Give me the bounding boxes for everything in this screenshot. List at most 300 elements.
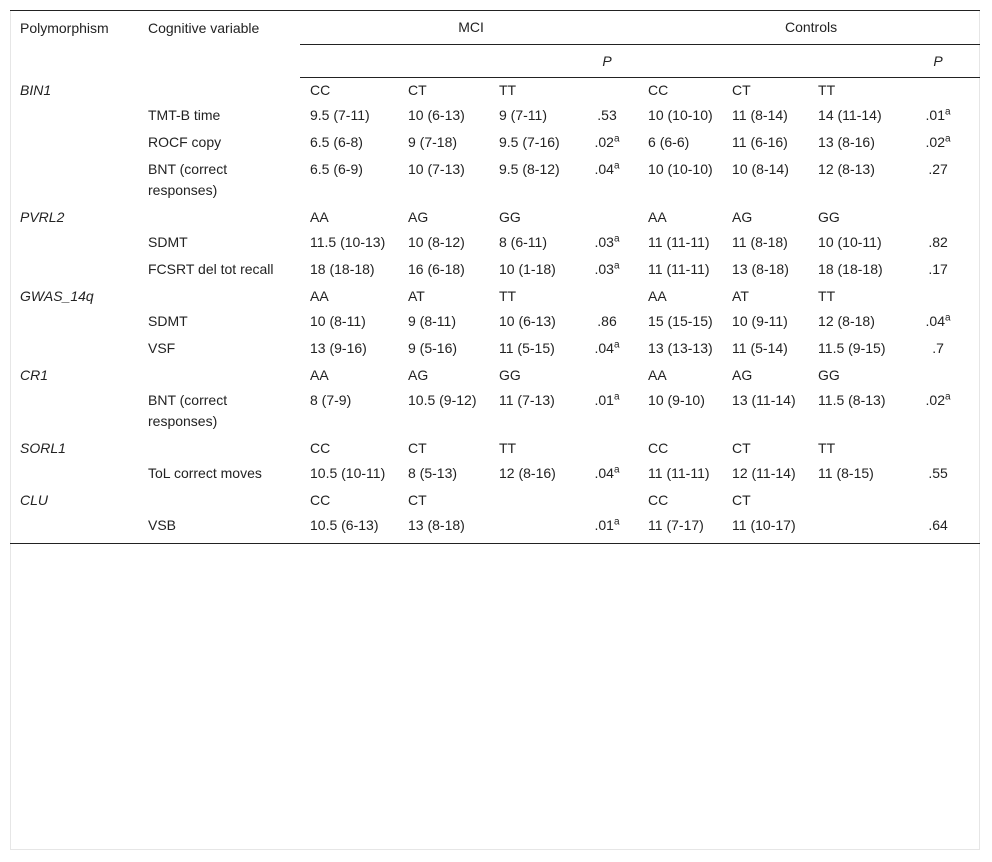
controls-value [808,388,892,436]
cognitive-variable [138,461,300,488]
table-body [10,78,980,544]
mci-value [489,103,572,130]
genotype-mci-text: TT [499,440,517,456]
empty-cell [572,284,638,309]
controls-value-text: 6 (6-6) [648,134,690,150]
controls-value [638,103,722,130]
p-value-controls [892,388,980,436]
mci-value-text: 6.5 (6-8) [310,134,363,150]
table-row [10,230,980,257]
mci-value [489,230,572,257]
genotype-mci [398,284,489,309]
p-value-mci [572,336,638,363]
p-value-controls [892,309,980,336]
mci-value [398,513,489,544]
controls-value-text: 15 (15-15) [648,313,713,329]
controls-value-text: 12 (8-13) [818,161,875,177]
controls-value-text: 11 (5-14) [732,340,788,356]
controls-value-text: 13 (11-14) [732,392,796,408]
header-cognitive-variable: Cognitive variable [138,11,300,78]
controls-value-text: 10 (10-10) [648,161,713,177]
p-value-mci [572,157,638,205]
table-row-gene [10,205,980,230]
genotype-controls [638,488,722,513]
cognitive-variable-text: BNT (correct responses) [148,392,228,429]
genotype-controls [808,436,892,461]
p-value-mci-text: .01 [594,392,614,408]
genotype-controls [808,363,892,388]
genotype-controls [808,284,892,309]
genotype-controls-text: AG [732,209,753,225]
empty-cell [10,157,138,205]
controls-value-text: 11 (11-11) [648,465,710,481]
p-value-mci-text: .03 [594,261,614,277]
table-row [10,130,980,157]
empty-cell [572,363,638,388]
p-value-mci-text: .53 [597,107,617,123]
p-value-mci-text: .02 [594,134,614,150]
controls-value [808,230,892,257]
genotype-mci [300,488,398,513]
controls-value [638,336,722,363]
controls-value [638,388,722,436]
mci-value [489,461,572,488]
controls-value-text: 11 (6-16) [732,134,788,150]
genotype-controls [638,436,722,461]
mci-value-text: 10.5 (6-13) [310,517,379,533]
genotype-mci [398,363,489,388]
mci-value-text: 10.5 (10-11) [310,465,386,481]
genotype-mci [489,284,572,309]
p-value-mci [572,461,638,488]
genotype-controls [722,284,808,309]
cognitive-variable [138,336,300,363]
table-row [10,336,980,363]
table-row [10,388,980,436]
empty-cell [138,488,300,513]
empty-cell [572,488,638,513]
genotype-controls [722,78,808,104]
controls-value-text: 18 (18-18) [818,261,883,277]
results-table [10,10,980,544]
mci-value-text: 9.5 (7-11) [310,107,370,123]
mci-value [398,257,489,284]
genotype-controls [638,284,722,309]
mci-value [398,388,489,436]
controls-value-text: 13 (8-16) [818,134,875,150]
mci-value [398,336,489,363]
empty-cell [892,436,980,461]
genotype-controls [638,205,722,230]
mci-value [300,388,398,436]
p-value-controls-text: .17 [928,261,948,277]
genotype-controls [638,78,722,104]
mci-value [489,513,572,544]
p-value-controls-footnote: a [945,106,951,118]
mci-value-text: 10 (8-12) [408,234,465,250]
cognitive-variable-text: BNT (correct responses) [148,161,228,198]
p-value-controls [892,336,980,363]
genotype-controls [722,488,808,513]
controls-value [808,130,892,157]
empty-cell [10,130,138,157]
controls-value-text: 13 (13-13) [648,340,713,356]
mci-value-text: 9.5 (8-12) [499,161,560,177]
table-row-gene [10,488,980,513]
controls-value [722,157,808,205]
mci-value [398,309,489,336]
genotype-controls [638,363,722,388]
gene-name-text: SORL1 [20,440,66,456]
cognitive-variable [138,513,300,544]
gene-name [10,205,138,230]
genotype-controls-text: AT [732,288,749,304]
genotype-controls [808,488,892,513]
cognitive-variable-text: ROCF copy [148,134,222,150]
mci-value [398,230,489,257]
mci-value [398,461,489,488]
controls-value [722,257,808,284]
genotype-controls-text: AG [732,367,753,383]
empty-cell [10,388,138,436]
cognitive-variable-text: SDMT [148,234,188,250]
cognitive-variable-text: VSF [148,340,176,356]
mci-value-text: 9 (7-11) [499,107,547,123]
gene-name [10,78,138,104]
mci-value-text: 10.5 (9-12) [408,392,477,408]
empty-cell [892,488,980,513]
mci-value-text: 6.5 (6-9) [310,161,363,177]
mci-value-text: 18 (18-18) [310,261,375,277]
p-value-mci-footnote: a [613,464,620,476]
table-row [10,309,980,336]
genotype-mci [489,205,572,230]
genotype-controls-text: CC [648,492,669,508]
mci-value-text: 12 (8-16) [499,465,556,481]
mci-value-text: 9 (7-18) [408,134,458,150]
mci-value-text: 8 (6-11) [499,234,547,250]
genotype-mci [300,436,398,461]
empty-cell [572,78,638,104]
genotype-controls-text: TT [818,288,836,304]
genotype-mci-text: AA [310,367,329,383]
p-value-controls-text: .04 [925,313,945,329]
controls-value [722,336,808,363]
gene-name-text: CLU [20,492,49,508]
p-value-mci-text: .03 [594,234,614,250]
controls-value [808,461,892,488]
controls-value [722,461,808,488]
genotype-controls-text: AA [648,209,667,225]
controls-value [722,230,808,257]
cognitive-variable-text: VSB [148,517,177,533]
p-value-controls [892,461,980,488]
table-row [10,461,980,488]
empty-cell [892,205,980,230]
controls-value-text: 11 (11-11) [648,261,710,277]
mci-value [300,513,398,544]
controls-value-text: 10 (10-11) [818,234,882,250]
genotype-mci-text: CT [408,492,427,508]
gene-name [10,488,138,513]
controls-value-text: 11 (8-14) [732,107,788,123]
controls-value-text: 13 (8-18) [732,261,789,277]
controls-value [638,309,722,336]
genotype-controls [722,436,808,461]
empty-cell [10,257,138,284]
controls-value-text: 14 (11-14) [818,107,882,123]
controls-value [638,257,722,284]
genotype-mci-text: CT [408,440,427,456]
cognitive-variable [138,257,300,284]
mci-value [300,230,398,257]
genotype-mci-text: TT [499,82,517,98]
empty-cell [138,436,300,461]
controls-value [722,513,808,544]
p-value-controls-text: .64 [928,517,948,533]
empty-cell [10,336,138,363]
mci-value-text: 13 (9-16) [310,340,367,356]
empty-cell [572,436,638,461]
gene-name-text: CR1 [20,367,49,383]
controls-value-text: 12 (11-14) [732,465,796,481]
p-value-controls-footnote: a [945,391,951,403]
mci-value [300,103,398,130]
mci-value [300,309,398,336]
controls-value [808,257,892,284]
p-value-controls-footnote: a [945,133,951,145]
cognitive-variable-text: ToL correct moves [148,465,262,481]
mci-value-text: 11.5 (10-13) [310,234,386,250]
header-group-mci: MCI [300,11,638,45]
mci-value-text: 13 (8-18) [408,517,465,533]
controls-value-text: 11 (8-15) [818,465,874,481]
empty-cell [10,230,138,257]
genotype-mci-text: CT [408,82,427,98]
genotype-controls-text: GG [818,209,840,225]
cognitive-variable [138,309,300,336]
controls-value [722,103,808,130]
controls-value-text: 11.5 (9-15) [818,340,886,356]
mci-value [300,257,398,284]
p-value-controls [892,103,980,130]
p-value-mci-footnote: a [613,391,620,403]
mci-value-text: 8 (5-13) [408,465,458,481]
table-row [10,103,980,130]
genotype-mci [489,436,572,461]
mci-value [398,103,489,130]
controls-value-text: 10 (9-10) [648,392,705,408]
cognitive-variable-text: FCSRT del tot recall [148,261,274,277]
controls-value [638,513,722,544]
p-value-mci-footnote: a [613,516,620,528]
controls-value-text: 11 (7-17) [648,517,704,533]
header-polymorphism: Polymorphism [10,11,138,78]
controls-value [638,230,722,257]
genotype-mci [398,78,489,104]
p-value-controls [892,257,980,284]
genotype-mci-text: AG [408,209,429,225]
table-row-gene [10,284,980,309]
mci-value [489,130,572,157]
genotype-controls [722,363,808,388]
cognitive-variable [138,103,300,130]
p-value-mci [572,388,638,436]
mci-value [489,388,572,436]
genotype-mci [489,78,572,104]
controls-value [722,130,808,157]
controls-value [808,309,892,336]
p-value-mci-footnote: a [613,260,620,272]
genotype-controls-text: TT [818,440,836,456]
mci-value-text: 10 (1-18) [499,261,556,277]
table-row-gene [10,78,980,104]
mci-value-text: 11 (7-13) [499,392,555,408]
empty-cell [138,284,300,309]
mci-value [300,130,398,157]
genotype-mci-text: CC [310,82,331,98]
p-value-controls [892,157,980,205]
p-value-mci-text: .01 [594,517,614,533]
genotype-mci-text: CC [310,492,331,508]
mci-value-text: 10 (8-11) [310,313,366,329]
genotype-controls-text: CC [648,82,669,98]
p-value-controls-text: .7 [932,340,944,356]
p-value-mci [572,103,638,130]
empty-cell [10,103,138,130]
mci-value-text: 9 (5-16) [408,340,458,356]
mci-value-text: 10 (6-13) [499,313,556,329]
empty-cell [10,461,138,488]
gene-name [10,284,138,309]
empty-cell [138,363,300,388]
genotype-mci [300,78,398,104]
empty-cell [892,363,980,388]
genotype-mci-text: CC [310,440,331,456]
cognitive-variable-text: TMT-B time [148,107,221,123]
mci-value [489,257,572,284]
genotype-mci [489,363,572,388]
p-value-mci-text: .04 [594,340,614,356]
p-value-mci [572,513,638,544]
genotype-controls [808,205,892,230]
p-value-mci-text: .04 [594,161,614,177]
genotype-mci-text: AA [310,209,329,225]
genotype-mci [489,488,572,513]
p-value-controls-text: .01 [925,107,945,123]
controls-value-text: 10 (8-14) [732,161,789,177]
p-value-mci [572,130,638,157]
p-value-controls [892,513,980,544]
mci-value-text: 8 (7-9) [310,392,352,408]
controls-value [722,309,808,336]
genotype-controls-text: AA [648,367,667,383]
cognitive-variable [138,388,300,436]
controls-value [808,157,892,205]
p-value-mci-text: .86 [597,313,617,329]
cognitive-variable [138,130,300,157]
genotype-controls-text: CT [732,440,751,456]
genotype-mci [398,436,489,461]
mci-value [489,157,572,205]
mci-value-text: 16 (6-18) [408,261,465,277]
mci-value [398,157,489,205]
cognitive-variable [138,230,300,257]
cognitive-variable [138,157,300,205]
controls-value-text: 10 (10-10) [648,107,713,123]
mci-value [398,130,489,157]
genotype-mci-text: GG [499,209,521,225]
genotype-controls-text: GG [818,367,840,383]
empty-cell [138,78,300,104]
controls-value [638,157,722,205]
genotype-mci-text: AT [408,288,425,304]
p-value-mci [572,309,638,336]
empty-cell [10,513,138,544]
p-value-mci-footnote: a [613,233,620,245]
empty-cell [10,309,138,336]
controls-value-text: 11 (8-18) [732,234,788,250]
empty-cell [892,284,980,309]
table-row [10,257,980,284]
gene-name [10,363,138,388]
header-p-controls: P [892,45,980,78]
empty-cell [138,205,300,230]
table-row [10,513,980,544]
p-value-mci-footnote: a [613,339,620,351]
genotype-controls-text: TT [818,82,836,98]
table-row-gene [10,436,980,461]
controls-value [808,513,892,544]
p-value-controls [892,130,980,157]
p-value-mci-footnote: a [613,133,620,145]
genotype-mci [398,205,489,230]
gene-name [10,436,138,461]
controls-value [808,103,892,130]
controls-value-text: 10 (9-11) [732,313,788,329]
genotype-mci-text: GG [499,367,521,383]
genotype-mci-text: AA [310,288,329,304]
p-value-controls-text: .55 [928,465,948,481]
mci-value-text: 9 (8-11) [408,313,456,329]
genotype-mci-text: AG [408,367,429,383]
controls-value [722,388,808,436]
p-value-mci [572,257,638,284]
table-row-gene [10,363,980,388]
controls-value-text: 12 (8-18) [818,313,875,329]
mci-value-text: 9.5 (7-16) [499,134,560,150]
controls-value-text: 11 (10-17) [732,517,796,533]
mci-value [300,336,398,363]
genotype-controls [722,205,808,230]
empty-cell [892,78,980,104]
genotype-controls-text: AA [648,288,667,304]
mci-value-text: 11 (5-15) [499,340,555,356]
empty-cell [572,205,638,230]
p-value-controls-text: .82 [928,234,948,250]
gene-name-text: PVRL2 [20,209,65,225]
controls-value [638,130,722,157]
genotype-controls-text: CC [648,440,669,456]
gene-name-text: BIN1 [20,81,52,98]
gene-name-text: GWAS_14q [20,288,94,304]
p-value-mci-footnote: a [613,160,620,172]
genotype-controls-text: CT [732,82,751,98]
header-p-mci: P [572,45,638,78]
mci-value [489,309,572,336]
mci-value [300,461,398,488]
header-group-controls: Controls [638,11,980,45]
